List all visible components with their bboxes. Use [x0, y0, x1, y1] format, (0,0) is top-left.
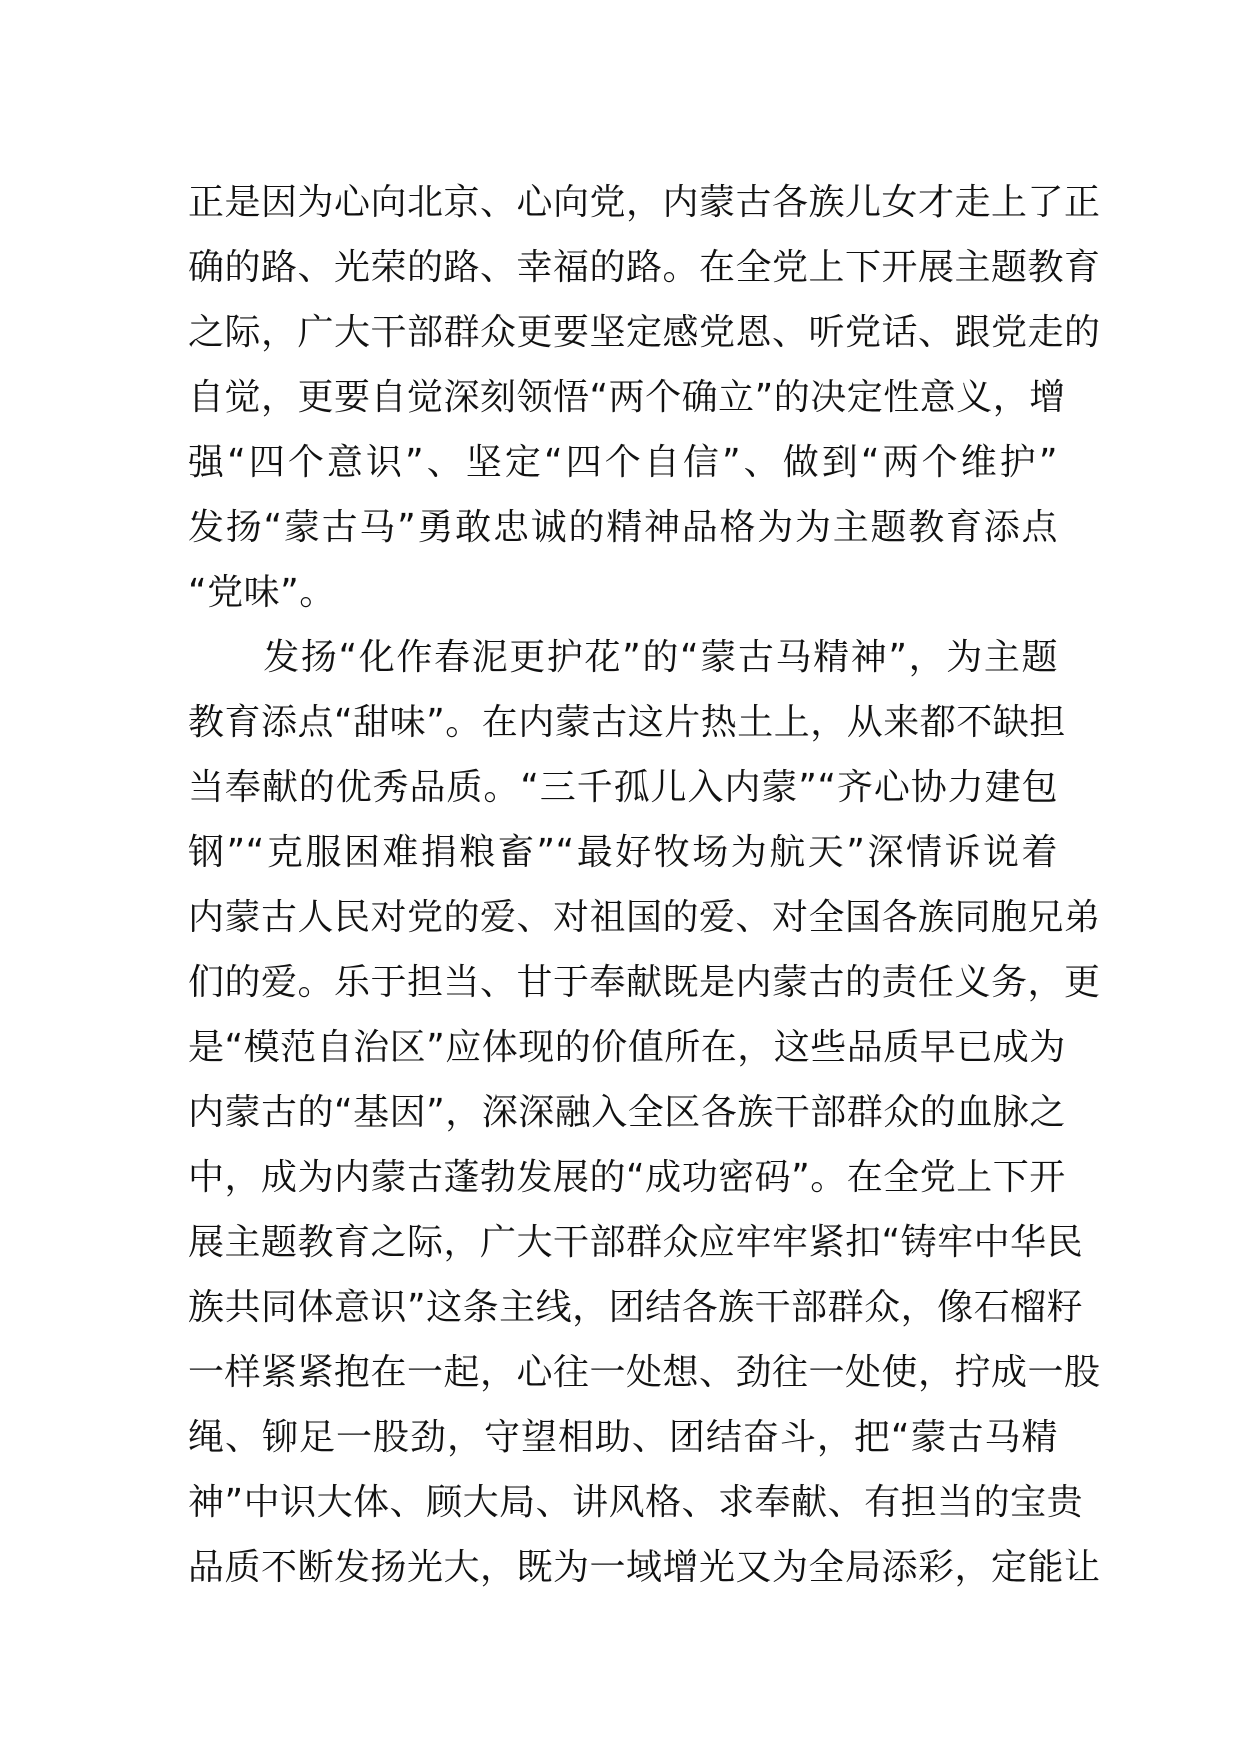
text-line: 一样紧紧抱在一起，心往一处想、劲往一处使，拧成一股 — [188, 1352, 1101, 1393]
text-line: 是“模范自治区”应体现的价值所在，这些品质早已成为 — [188, 1027, 1066, 1068]
text-line: 自觉，更要自觉深刻领悟“两个确立”的决定性意义，增 — [188, 377, 1066, 418]
text-line: 强“四个意识”、坚定“四个自信”、做到“两个维护” — [188, 442, 1058, 483]
text-line: 内蒙古的“基因”，深深融入全区各族干部群众的血脉之 — [188, 1092, 1066, 1133]
text-line: 品质不断发扬光大，既为一域增光又为全局添彩，定能让 — [188, 1547, 1101, 1588]
text-line: 确的路、光荣的路、幸福的路。在全党上下开展主题教育 — [188, 247, 1101, 288]
text-line: 教育添点“甜味”。在内蒙古这片热土上，从来都不缺担 — [188, 702, 1066, 743]
text-line: 内蒙古人民对党的爱、对祖国的爱、对全国各族同胞兄弟 — [188, 897, 1101, 938]
text-line: 绳、铆足一股劲，守望相助、团结奋斗，把“蒙古马精 — [188, 1417, 1058, 1458]
text-line: 神”中识大体、顾大局、讲风格、求奉献、有担当的宝贵 — [188, 1482, 1084, 1523]
body-text — [188, 170, 1101, 1600]
text-line: “党味”。 — [188, 572, 336, 613]
text-line: 发扬“化作春泥更护花”的“蒙古马精神”，为主题 — [188, 637, 1058, 678]
text-line: 发扬“蒙古马”勇敢忠诚的精神品格为为主题教育添点 — [188, 507, 1058, 548]
text-line: 钢”“克服困难捐粮畜”“最好牧场为航天”深情诉说着 — [188, 832, 1058, 873]
text-line: 族共同体意识”这条主线，团结各族干部群众，像石榴籽 — [188, 1287, 1084, 1328]
text-line: 当奉献的优秀品质。“三千孤儿入内蒙”“齐心协力建包 — [188, 767, 1058, 808]
text-line: 正是因为心向北京、心向党，内蒙古各族儿女才走上了正 — [188, 182, 1101, 223]
text-line: 展主题教育之际，广大干部群众应牢牢紧扣“铸牢中华民 — [188, 1222, 1084, 1263]
text-line: 们的爱。乐于担当、甘于奉献既是内蒙古的责任义务，更 — [188, 962, 1101, 1003]
text-line: 之际，广大干部群众更要坚定感党恩、听党话、跟党走的 — [188, 312, 1101, 353]
text-line: 中，成为内蒙古蓬勃发展的“成功密码”。在全党上下开 — [188, 1157, 1066, 1198]
